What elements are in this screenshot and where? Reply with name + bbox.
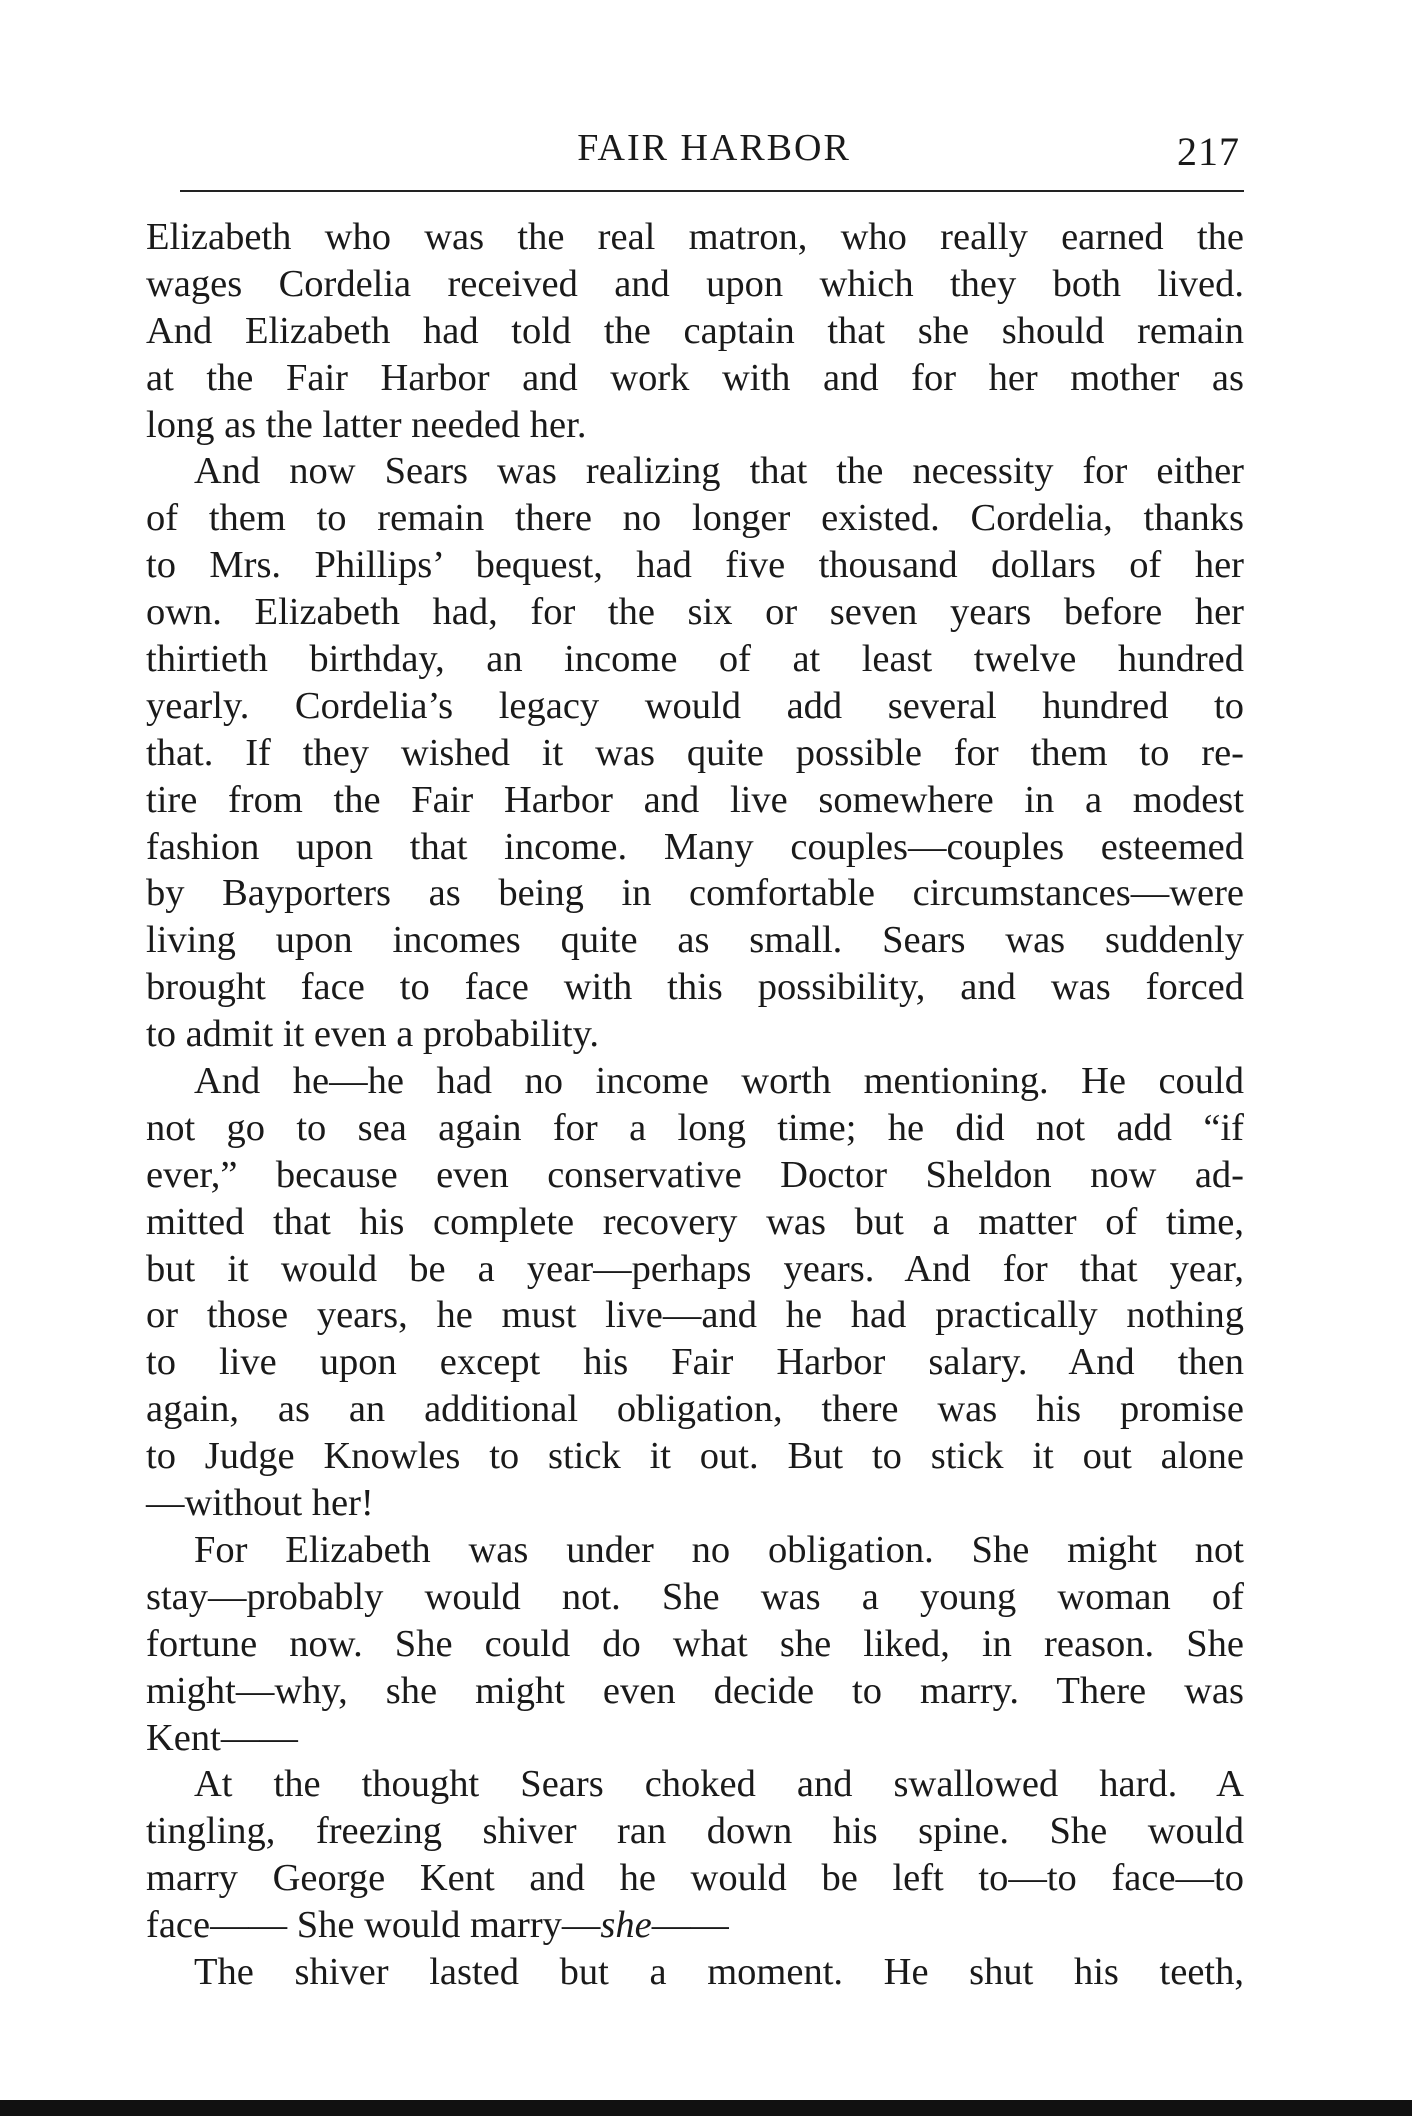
text-line: tingling, freezing shiver ran down his spine. She would <box>146 1810 1244 1853</box>
text-line: mitted that his complete recovery was but a matter of time, <box>146 1200 1244 1243</box>
bottom-edge-bar <box>0 2100 1412 2116</box>
text-line: long as the latter needed her. <box>146 403 587 446</box>
text-line: And he—he had no income worth mentioning. He could <box>194 1060 1244 1103</box>
text-line: For Elizabeth was under no obligation. She might not <box>194 1528 1244 1571</box>
text-line-mixed <box>146 1902 1244 1949</box>
text-line: And Elizabeth had told the captain that she should remain <box>146 309 1244 352</box>
running-head <box>184 120 1244 176</box>
text-line: of them to remain there no longer existed. Cordelia, thanks <box>146 497 1244 540</box>
text-line: Kent—— <box>146 1716 298 1759</box>
header-rule <box>180 190 1244 192</box>
running-title: FAIR HARBOR <box>577 127 851 169</box>
text-line: And now Sears was realizing that the necessity for either <box>194 450 1244 493</box>
text-line: to Mrs. Phillips’ bequest, had five thousand dollars of her <box>146 544 1244 587</box>
text-line: living upon incomes quite as small. Sears was suddenly <box>146 919 1244 962</box>
body-text <box>146 214 1244 1996</box>
text-line: wages Cordelia received and upon which they both lived. <box>146 262 1244 305</box>
text-line: brought face to face with this possibility, and was forced <box>146 966 1244 1009</box>
text-line: to Judge Knowles to stick it out. But to stick it out alone <box>146 1435 1244 1478</box>
text-line: tire from the Fair Harbor and live somewhere in a modest <box>146 778 1244 821</box>
text-line: fashion upon that income. Many couples—couples esteemed <box>146 825 1244 868</box>
text-line: by Bayporters as being in comfortable circumstances—were <box>146 872 1244 915</box>
text-line: fortune now. She could do what she liked, in reason. She <box>146 1622 1244 1665</box>
text-line: not go to sea again for a long time; he did not add “if <box>146 1106 1244 1149</box>
text-line: might—why, she might even decide to marry. There was <box>146 1669 1244 1712</box>
text-line: thirtieth birthday, an income of at least twelve hundred <box>146 638 1244 681</box>
text-line: or those years, he must live—and he had practically nothing <box>146 1294 1244 1337</box>
text-line: but it would be a year—perhaps years. And for that year, <box>146 1247 1244 1290</box>
page-number: 217 <box>1177 129 1240 174</box>
text-line: to live upon except his Fair Harbor salary. And then <box>146 1341 1244 1384</box>
text-line: The shiver lasted but a moment. He shut his teeth, <box>194 1950 1244 1993</box>
text-line: —without her! <box>146 1482 374 1525</box>
text-line: Elizabeth who was the real matron, who really earned the <box>146 216 1244 258</box>
text-line: yearly. Cordelia’s legacy would add several hundred to <box>146 684 1244 727</box>
text-line: ever,” because even conservative Doctor Sheldon now ad- <box>146 1153 1244 1196</box>
text-line: at the Fair Harbor and work with and for her mother as <box>146 356 1244 399</box>
text-line: again, as an additional obligation, there was his promise <box>146 1388 1244 1431</box>
text-line: that. If they wished it was quite possible for them to re- <box>146 731 1244 774</box>
text-line: stay—probably would not. She was a young woman of <box>146 1575 1244 1618</box>
text-run: —— <box>651 1904 729 1947</box>
text-line: At the thought Sears choked and swallowed hard. A <box>194 1763 1244 1806</box>
text-line: to admit it even a probability. <box>146 1013 599 1056</box>
text-line: marry George Kent and he would be left to—to face—to <box>146 1857 1244 1900</box>
italic-word: she <box>600 1904 652 1947</box>
text-line: own. Elizabeth had, for the six or seven years before her <box>146 591 1244 634</box>
text-run: face—— She would marry— <box>146 1904 601 1947</box>
